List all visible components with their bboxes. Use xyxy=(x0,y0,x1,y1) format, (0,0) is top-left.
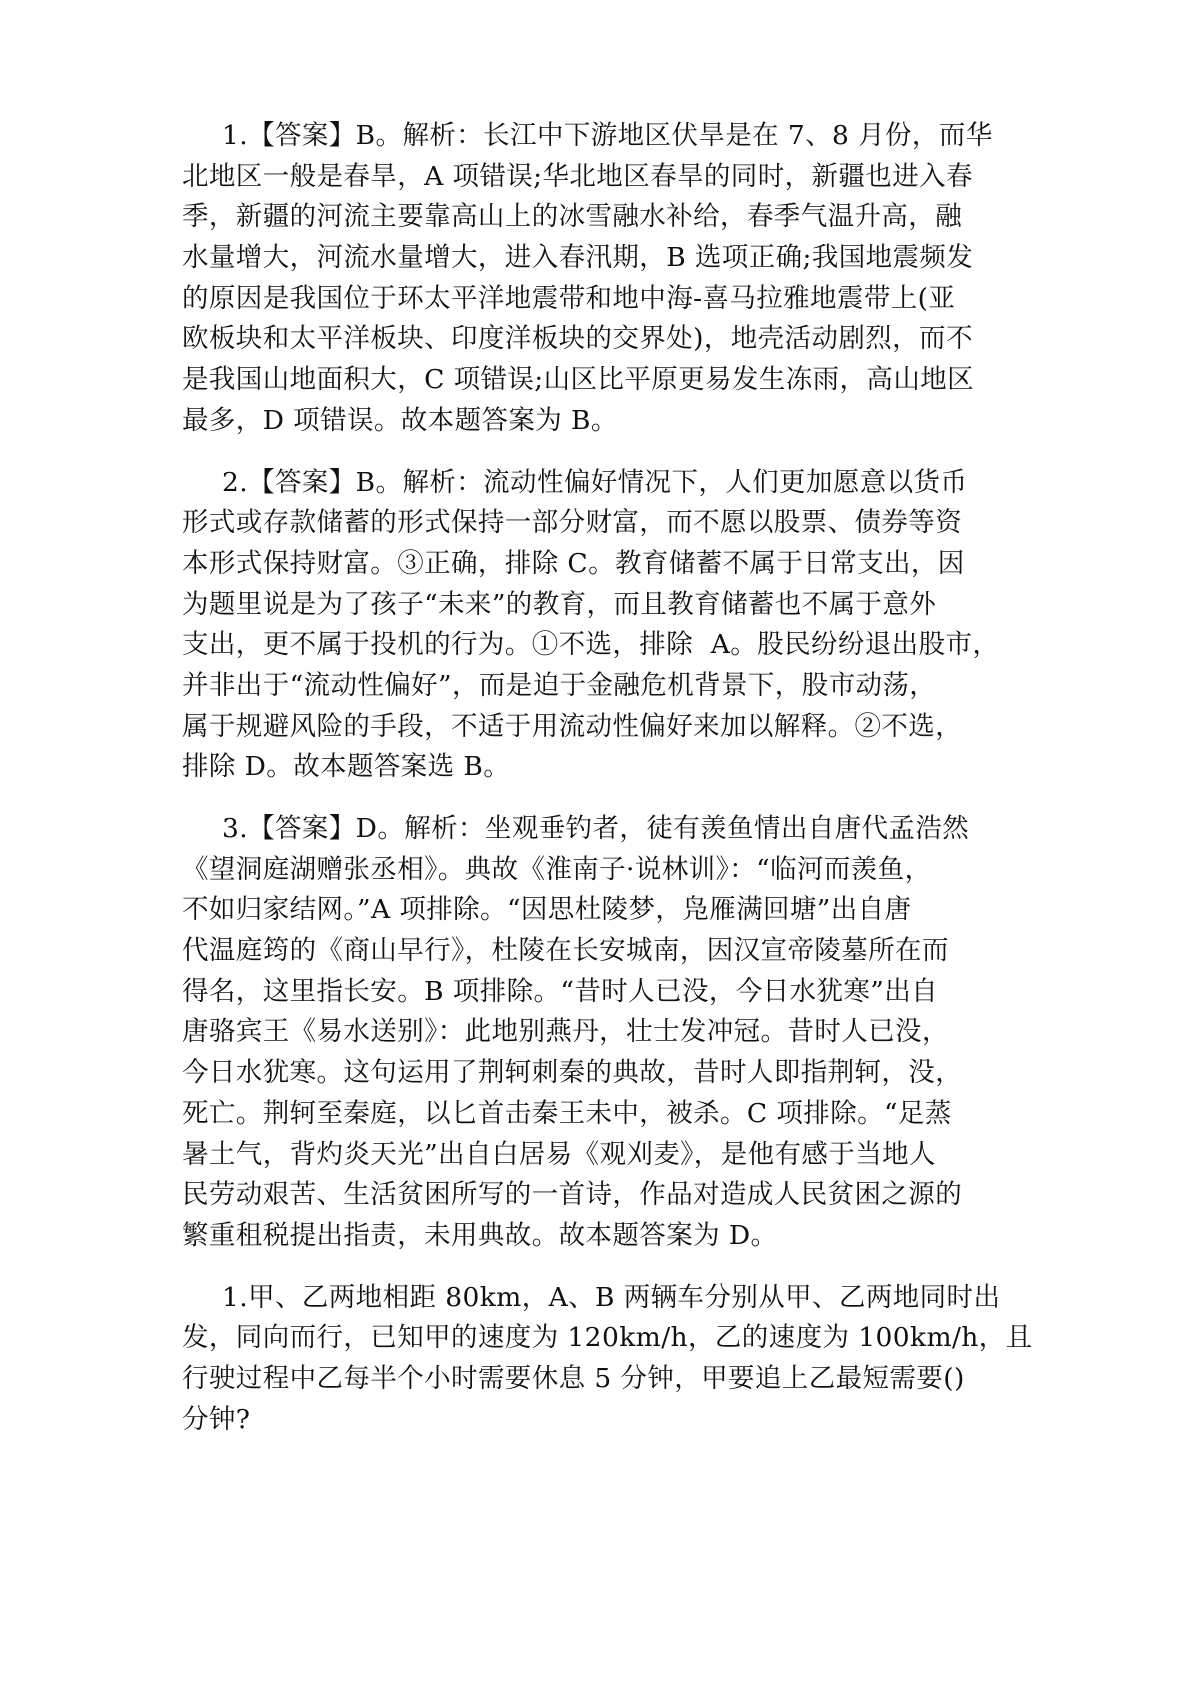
text-line: 最多，D 项错误。故本题答案为 B。 xyxy=(182,404,618,436)
text-line: 得名，这里指长安。B 项排除。“昔时人已没，今日水犹寒”出自 xyxy=(182,975,938,1007)
answer-paragraph-3 xyxy=(182,809,1042,1257)
text-line: 代温庭筠的《商山早行》，杜陵在长安城南，因汉宣帝陵墓所在而 xyxy=(182,935,949,967)
text-line: 行驶过程中乙每半个小时需要休息 5 分钟，甲要追上乙最短需要() xyxy=(182,1362,965,1394)
text-line: 《望洞庭湖赠张丞相》。典故《淮南子·说林训》：“临河而羡鱼， xyxy=(182,853,932,885)
text-line: 季，新疆的河流主要靠高山上的冰雪融水补给，春季气温升高，融 xyxy=(182,201,963,233)
text-line: 唐骆宾王《易水送别》：此地别燕丹，壮士发冲冠。昔时人已没， xyxy=(182,1016,949,1048)
answer-paragraph-2 xyxy=(182,463,1042,789)
text-line: 水量增大，河流水量增大，进入春汛期，B 选项正确;我国地震频发 xyxy=(182,242,974,274)
text-line: 分钟? xyxy=(182,1403,251,1435)
text-line: 本形式保持财富。③正确，排除 C。教育储蓄不属于日常支出，因 xyxy=(182,547,965,579)
document-body xyxy=(182,116,1042,1461)
text-line: 形式或存款储蓄的形式保持一部分财富，而不愿以股票、债券等资 xyxy=(182,507,963,539)
text-line: 北地区一般是春旱，A 项错误;华北地区春旱的同时，新疆也进入春 xyxy=(182,160,973,192)
text-line: 支出，更不属于投机的行为。①不选，排除 A。股民纷纷退出股市， xyxy=(182,629,1000,661)
text-line: 民劳动艰苦、生活贫困所写的一首诗，作品对造成人民贫困之源的 xyxy=(182,1179,963,1211)
answer-paragraph-1 xyxy=(182,116,1042,442)
text-line: 死亡。荆轲至秦庭，以匕首击秦王未中，被杀。C 项排除。“足蒸 xyxy=(182,1097,952,1129)
text-line: 2.【答案】B。解析：流动性偏好情况下，人们更加愿意以货币 xyxy=(222,466,968,498)
text-line: 是我国山地面积大，C 项错误;山区比平原更易发生冻雨，高山地区 xyxy=(182,364,975,396)
text-line: 3.【答案】D。解析：坐观垂钓者，徒有羡鱼情出自唐代孟浩然 xyxy=(222,813,970,844)
text-line: 属于规避风险的手段，不适于用流动性偏好来加以解释。②不选， xyxy=(182,710,963,742)
text-line: 繁重租税提出指责，未用典故。故本题答案为 D。 xyxy=(182,1219,778,1251)
text-line: 并非出于“流动性偏好”，而是迫于金融危机背景下，股市动荡， xyxy=(182,669,937,701)
text-line: 不如归家结网。”A 项排除。“因思杜陵梦，凫雁满回塘”出自唐 xyxy=(182,894,912,926)
question-paragraph-1 xyxy=(182,1278,1042,1441)
text-line: 1.甲、乙两地相距 80km，A、B 两辆车分别从甲、乙两地同时出 xyxy=(222,1281,1001,1313)
text-line: 的原因是我国位于环太平洋地震带和地中海-喜马拉雅地震带上(亚 xyxy=(182,282,956,314)
text-line: 今日水犹寒。这句运用了荆轲刺秦的典故，昔时人即指荆轲，没， xyxy=(182,1057,963,1089)
text-line: 欧板块和太平洋板块、印度洋板块的交界处)，地壳活动剧烈，而不 xyxy=(182,323,973,355)
text-line: 发，同向而行，已知甲的速度为 120km/h，乙的速度为 100km/h，且 xyxy=(182,1322,1033,1354)
text-line: 排除 D。故本题答案选 B。 xyxy=(182,751,511,783)
text-line: 暑土气，背灼炎天光”出自白居易《观刈麦》，是他有感于当地人 xyxy=(182,1138,936,1170)
text-line: 为题里说是为了孩子“未来”的教育，而且教育储蓄也不属于意外 xyxy=(182,588,937,620)
text-line: 1.【答案】B。解析：长江中下游地区伏旱是在 7、8 月份，而华 xyxy=(222,120,993,151)
